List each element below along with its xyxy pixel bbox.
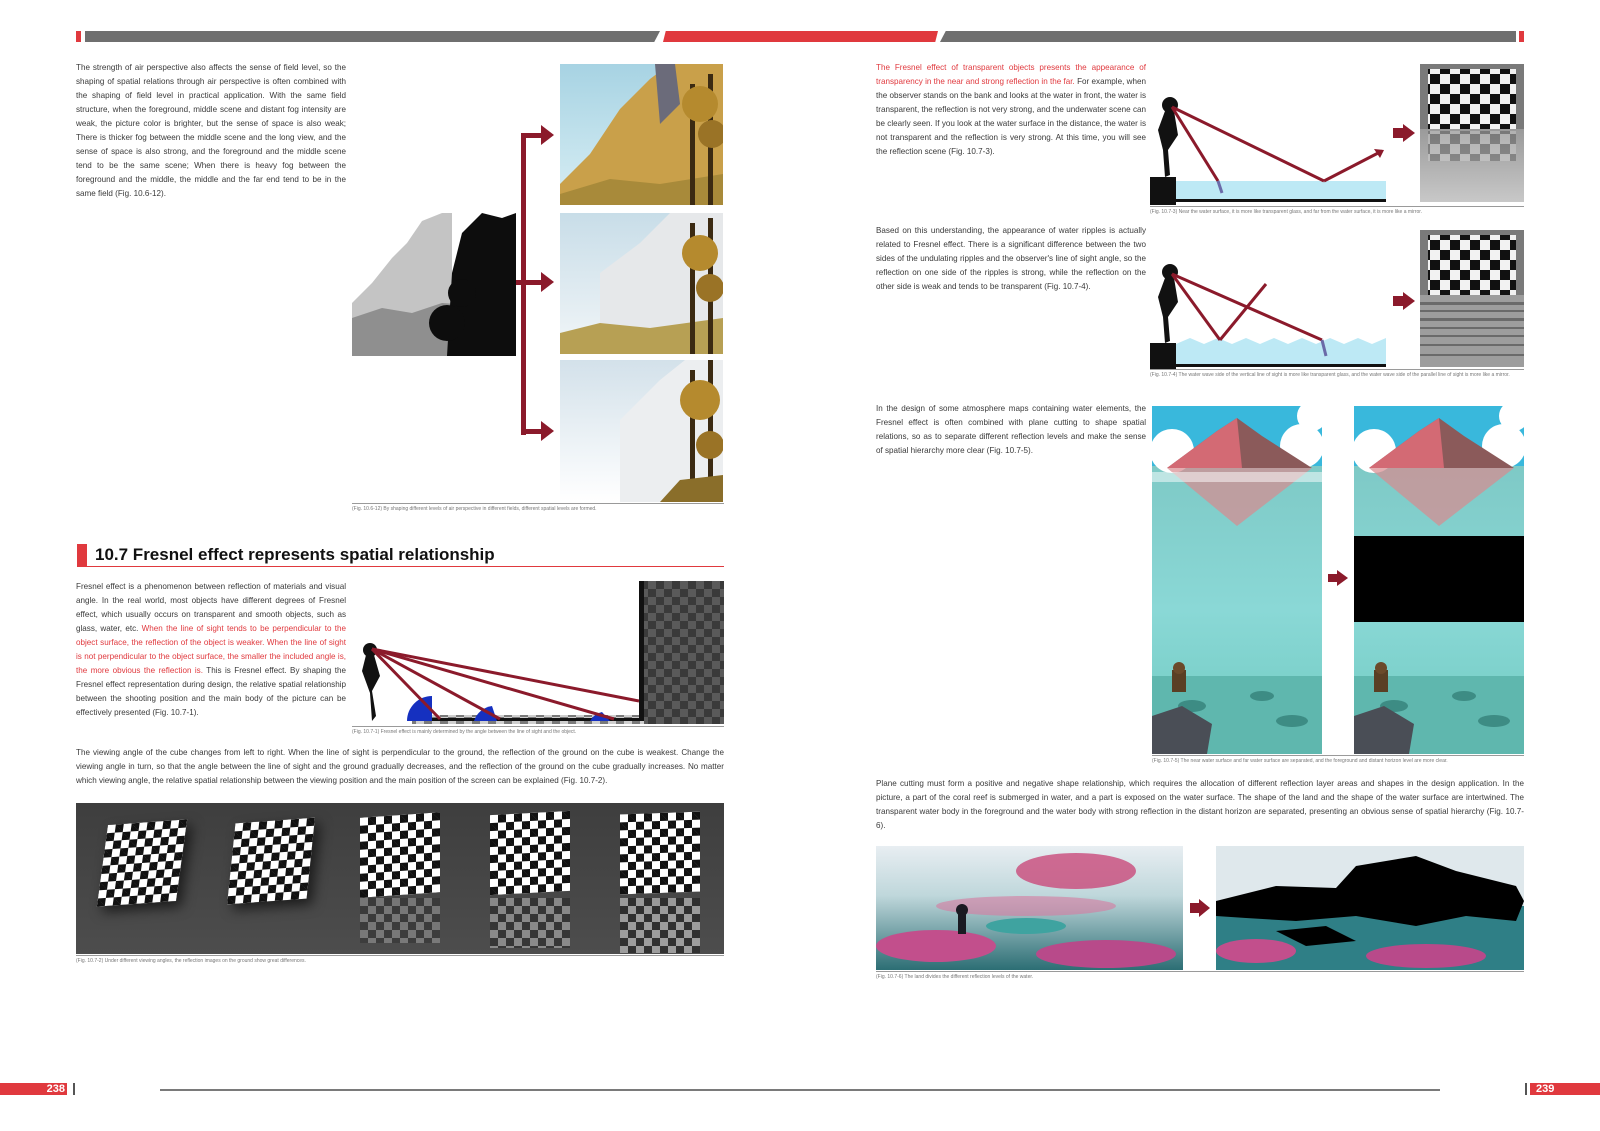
coral-reef-image: [876, 846, 1183, 970]
page-number-right-tick: [1525, 1083, 1527, 1095]
caption-10-7-5: (Fig. 10.7-5) The near water surface and far water surface are separated, and the foreground and distant horizon level are more clear.: [1152, 755, 1524, 764]
cube-view-3: [360, 812, 440, 898]
mirror-checker-image: [1420, 64, 1524, 202]
header-accent-left: [76, 31, 81, 42]
cube-reflection-strip: [76, 803, 724, 954]
footer-rule: [160, 1089, 1440, 1091]
caption-10-7-2: (Fig. 10.7-2) Under different viewing angles, the reflection images on the ground show great differences.: [76, 955, 724, 964]
fresnel-angle-diagram: [352, 581, 724, 724]
arrow-right-icon: [1328, 570, 1348, 586]
page-number-left: 238: [0, 1083, 67, 1095]
cube-view-4: [490, 811, 570, 895]
caption-10-6-12: (Fig. 10.6-12) By shaping different levels of air perspective in different fields, different spatial levels are formed.: [352, 503, 724, 512]
header-bar-center: [663, 31, 938, 42]
silhouette-field-image: [352, 213, 516, 356]
air-perspective-medium-image: [560, 213, 723, 354]
transparent-fresnel-highlight: The Fresnel effect of transparent objects presents the appearance of transparency in the near and strong reflection in the far.: [876, 63, 1146, 86]
fresnel-intro-highlight: When the line of sight tends to be perpendicular to the object surface, the reflection of the object is weaker. When the line of sight is not perpendicular to the object surface, the smaller the included angle is, the more obvious the reflection is.: [76, 624, 346, 675]
heading-accent-bar: [77, 544, 87, 566]
cube-viewing-angle-paragraph: The viewing angle of the cube changes from left to right. When the line of sight is perpendicular to the ground, the reflection of the ground on the cube is weakest. Change the viewing angle in turn, so that the angle between the line of sight and the ground gradually decreases, and the reflection of the ground on the cube gradually increases. No matter which viewing angle, the relative spatial relationship between the viewing position and the main position of the screen can be explained (Fig. 10.7-2).: [76, 748, 724, 785]
transparent-fresnel-rest: For example, when the observer stands on the bank and looks at the water in front, the water is transparent, the reflection is not very strong, and the underwater scene can be clearly seen. If you look at the water surface in the distance, the water is not transparent and the reflection is very strong. At this time, you will see the reflection scene (Fig. 10.7-3).: [876, 77, 1146, 156]
cube-reflection-3: [360, 898, 440, 943]
fresnel-intro-part2: This is Fresnel effect. By shaping the Fresnel effect representation during design, the relative spatial relationship between the shooting position and the main body of the picture can be effectively presented (Fig. 10.7-1).: [76, 666, 346, 717]
section-heading-text: 10.7 Fresnel effect represents spatial relationship: [95, 545, 495, 564]
mountain-lake-image: [1152, 406, 1322, 754]
section-heading-10-7: [77, 544, 724, 567]
fresnel-intro-paragraph: [76, 580, 346, 720]
cube-view-2: [227, 818, 315, 905]
arrow-right-icon: [1393, 124, 1415, 142]
header-bar-left: [85, 31, 660, 42]
ripple-reflection-diagram: [1150, 258, 1386, 370]
caption-10-7-1: (Fig. 10.7-1) Fresnel effect is mainly determined by the angle between the line of sight and the object.: [352, 726, 724, 735]
ripples-paragraph: Based on this understanding, the appearance of water ripples is actually related to Fresnel effect. There is a significant difference between the two sides of the undulating ripples and the observer's line of sight angle, so the reflection on one side of the ripples is strong, while the reflection on the other side is weak and tends to be transparent (Fig. 10.7-4).: [876, 226, 1146, 291]
air-perspective-weak-image: [560, 64, 723, 205]
coral-reef-cut-image: [1216, 846, 1524, 970]
caption-10-7-4: (Fig. 10.7-4) The water wave side of the vertical line of sight is more like transparent glass, and the water wave side of the parallel line of sight is more like a mirror.: [1150, 369, 1524, 378]
cube-reflection-4: [490, 898, 570, 948]
caption-10-7-6: (Fig. 10.7-6) The land divides the different reflection levels of the water.: [876, 971, 1524, 980]
caption-10-7-3: (Fig. 10.7-3) Near the water surface, it is more like transparent glass, and far from the water surface, it is more like a mirror.: [1150, 206, 1524, 215]
transparent-fresnel-paragraph: [876, 61, 1146, 159]
page-number-left-tick: [73, 1083, 75, 1095]
header-bar-right: [940, 31, 1516, 42]
air-perspective-paragraph: The strength of air perspective also affects the sense of field level, so the shaping of spatial relations through air perspective is often combined with the shaping of field level in practical application. With the same field structure, when the foreground, middle scene and distant fog intensity are weak, the picture color is brighter, but the sense of space is also weak; There is thicker fog between the middle scene and the long view, and the sense of space is also strong, and the foreground and the middle scene tend to be the same scene; When there is heavy fog between the foreground and the middle, the middle and the far end tend to be in the same field (Fig. 10.6-12).: [76, 63, 346, 198]
arrow-right-icon: [1393, 292, 1415, 310]
water-reflection-diagram: [1150, 95, 1386, 205]
plane-cutting-paragraph: Plane cutting must form a positive and negative shape relationship, which requires the allocation of different reflection layer areas and shapes in the design application. In the picture, a part of the coral reef is submerged in water, and a part is exposed on the water surface. The shape of the land and the shape of the water surface are intertwined. The transparent water body in the foreground and the water body with strong reflection in the distant horizon are separated, presenting an obvious sense of spatial hierarchy (Fig. 10.7-6).: [876, 779, 1524, 830]
cube-reflection-5: [620, 898, 700, 953]
header-accent-right: [1519, 31, 1524, 42]
branch-arrows: [516, 125, 558, 445]
arrow-right-icon: [1190, 899, 1210, 917]
fresnel-intro-part1: Fresnel effect is a phenomenon between reflection of materials and visual angle. In the real world, most objects have different degrees of Fresnel effect, which usually occurs on transparent and smooth objects, such as glass, water, etc.: [76, 582, 346, 633]
rippled-mirror-image: [1420, 230, 1524, 367]
mountain-lake-cut-image: [1354, 406, 1524, 754]
atmosphere-paragraph: In the design of some atmosphere maps containing water elements, the Fresnel effect is often combined with plane cutting to shape spatial relations, so as to separate different reflection levels and make the sense of spatial hierarchy more clear (Fig. 10.7-5).: [876, 404, 1146, 455]
cube-view-5: [620, 812, 700, 895]
air-perspective-heavy-image: [560, 360, 723, 502]
page-number-right: 239: [1530, 1083, 1600, 1095]
cube-view-1: [97, 819, 187, 906]
